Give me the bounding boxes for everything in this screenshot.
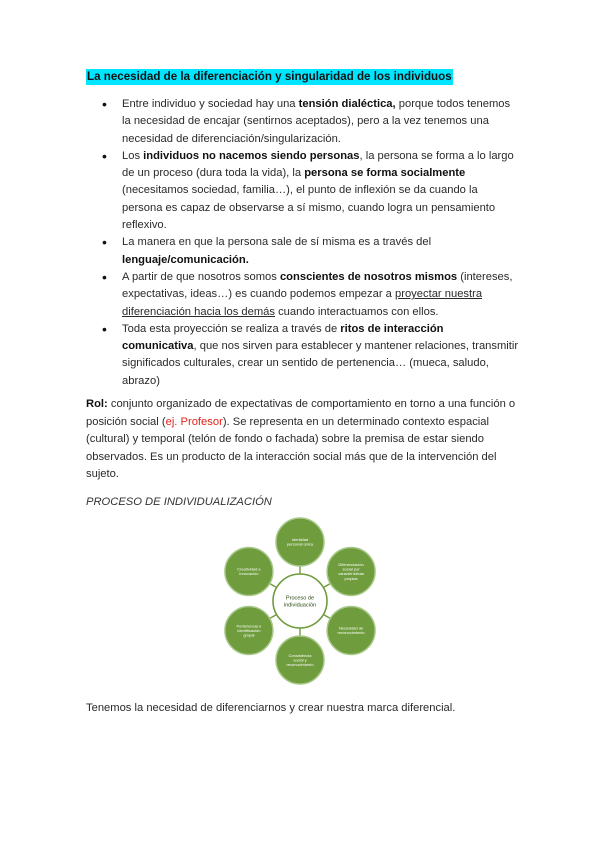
node-label: características [338, 571, 364, 577]
node-label: Necesidad de [338, 625, 364, 631]
text-span: cuando interactuamos con ellos. [274, 305, 439, 318]
bold-text: persona se forma socialmente [304, 167, 466, 180]
node-label: Consistencia [288, 652, 312, 658]
bullet-list [100, 96, 520, 390]
list-item [100, 234, 520, 269]
node-label: identificación [237, 627, 261, 633]
bold-text: conscientes de nosotros mismos [279, 270, 458, 283]
list-item [100, 96, 520, 148]
text-span: Los [122, 149, 144, 162]
bold-text: lenguaje/comunicación. [122, 253, 249, 266]
node-label: social por [342, 566, 360, 572]
node-label: Pertenencia e [236, 623, 262, 629]
text-span: La manera en que la persona sale de sí misma es a través del [122, 236, 432, 249]
individuation-cycle-diagram [218, 514, 382, 688]
example-text: ej. Profesor [165, 415, 223, 428]
text-span: , que nos sirven para establecer y mantener relaciones, transmitir significados culturales, crear un sentido de pertenencia… (mueca, saludo, abrazo) [122, 340, 519, 387]
connector-line [270, 615, 277, 619]
node-label: social y [293, 657, 307, 663]
node-label: Diferenciación [338, 562, 364, 567]
node-label: Identidad [291, 537, 309, 543]
node-label: innovación [239, 571, 259, 577]
underlined-text: proyectar nuestra diferenciación hacia los demás [122, 288, 483, 318]
text-span: (intereses, expectativas, ideas…) es cuando podemos empezar a [122, 270, 513, 301]
text-span: conjunto organizado de expectativas de comportamiento en torno a una función o posición social ( [86, 398, 516, 428]
rol-term: Rol: [86, 398, 108, 410]
node-label: personal única [286, 541, 314, 547]
connector-line [323, 584, 330, 588]
node-label: propias [344, 575, 358, 581]
closing-sentence: Tenemos la necesidad de diferenciarnos y crear nuestra marca diferencial. [86, 702, 456, 714]
text-span: Entre individuo y sociedad hay una [122, 98, 299, 110]
section-heading: La necesidad de la diferenciación y singularidad de los individuos [87, 70, 452, 83]
node-label: grupal [243, 632, 255, 638]
text-span: , la persona se forma a lo largo de un proceso (dura toda la vida), la [122, 149, 514, 180]
text-span: porque todos tenemos la necesidad de encajar (sentirnos aceptados), pero a la vez tenemos una necesidad de diferenciación/singularización. [122, 98, 511, 145]
node-label: reconocimiento [337, 630, 365, 636]
node-label: reconocimiento [286, 662, 314, 667]
rol-definition [86, 396, 516, 484]
node-label: Creatividad e [237, 566, 261, 572]
text-span: Toda esta proyección se realiza a través de [122, 322, 341, 335]
list-item [100, 148, 520, 234]
connector-line [323, 615, 330, 619]
bold-text: individuos no nacemos siendo personas [143, 149, 360, 162]
process-title: PROCESO DE INDIVIDUALIZACIÓN [86, 496, 272, 508]
list-item [100, 269, 520, 321]
list-item [100, 321, 520, 390]
bold-text: tensión dialéctica, [298, 98, 396, 110]
center-label: individuación [283, 602, 317, 609]
center-label: Proceso de [285, 595, 315, 602]
text-span: ). Se representa en un determinado contexto espacial (cultural) y temporal (telón de fondo o fachada) sobre la premisa de estar siendo observados. Es un producto de la interacción social más que de la intervención del sujeto. [86, 415, 497, 481]
text-span: (necesitamos sociedad, familia…), el punto de inflexión se da cuando la persona es capaz de observarse a sí mismo, cuando logra un pensamiento reflexivo. [122, 184, 496, 232]
text-span: A partir de que nosotros somos [122, 270, 280, 283]
bold-text: ritos de interacción comunicativa [122, 322, 444, 353]
connector-line [270, 584, 277, 588]
